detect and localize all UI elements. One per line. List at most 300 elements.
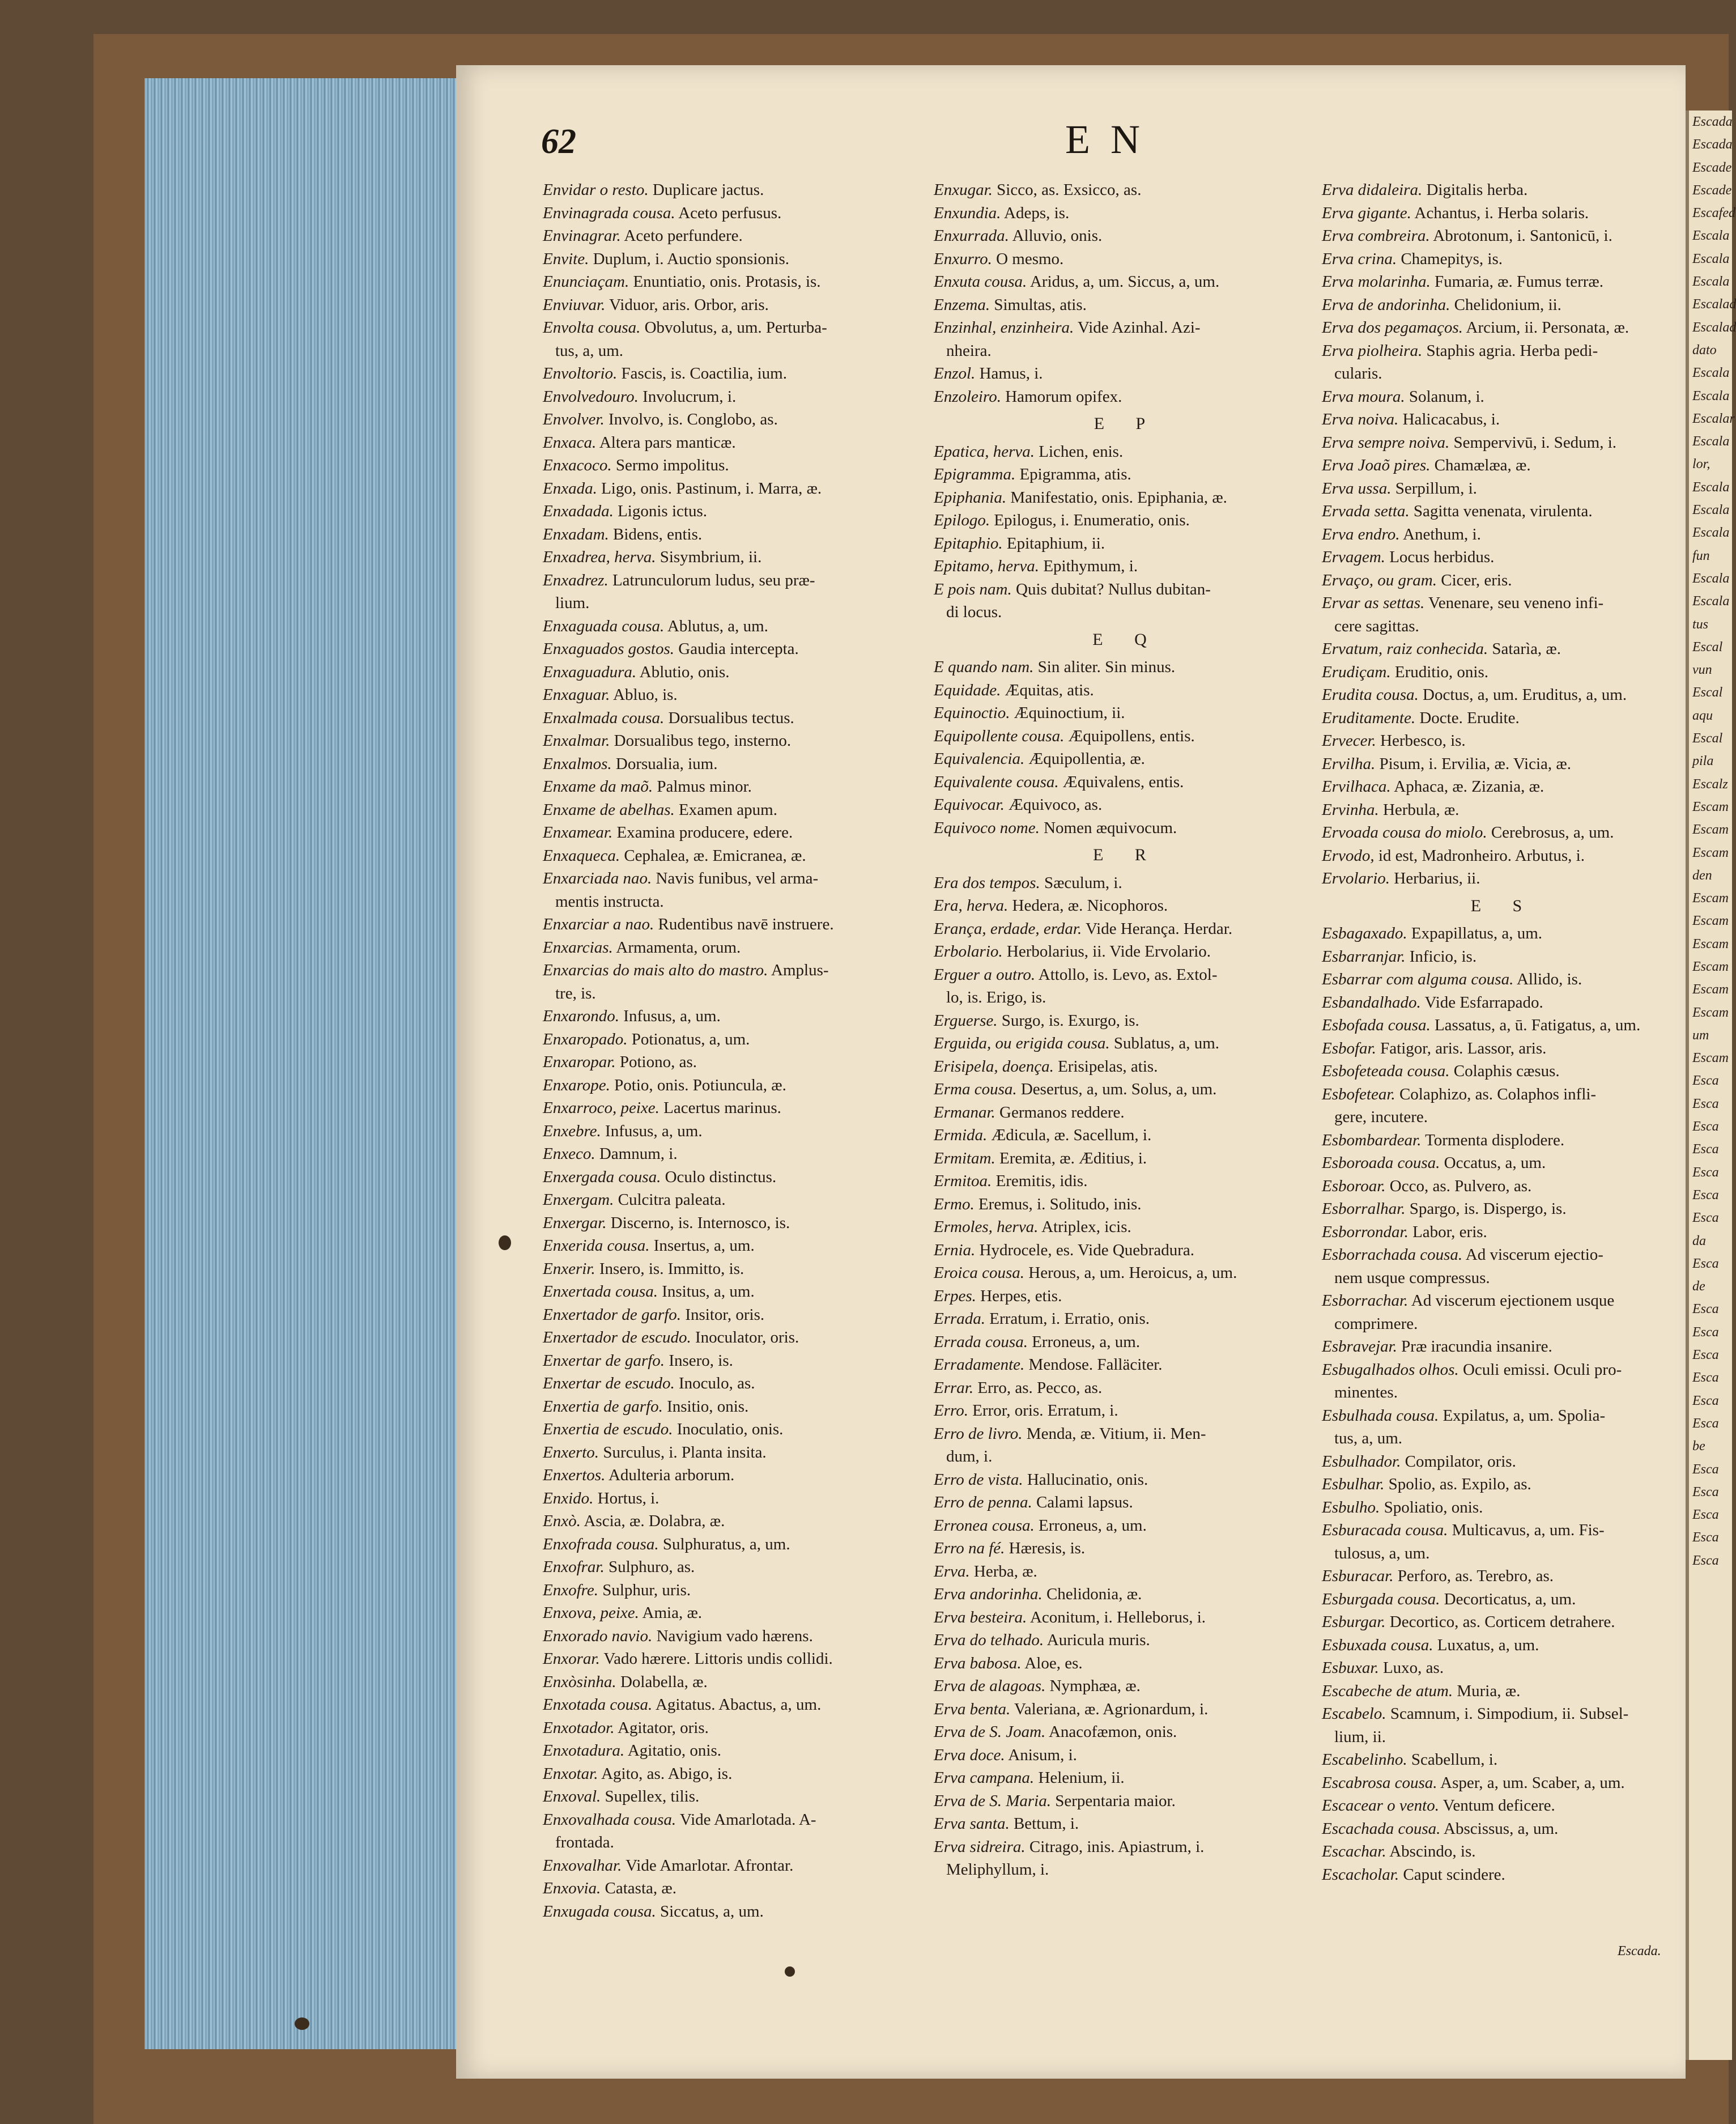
entry-headword: Equinoctio. bbox=[934, 704, 1010, 722]
entry-headword: Enxalmar. bbox=[543, 732, 610, 750]
entry-definition: Involvo, is. Conglobo, as. bbox=[604, 410, 778, 428]
entry-headword: Esbarrar com alguma cousa. bbox=[1322, 970, 1514, 988]
entry-definition: Cicer, eris. bbox=[1436, 571, 1512, 589]
dictionary-entry bbox=[934, 872, 1319, 895]
dictionary-entry bbox=[1322, 1542, 1684, 1565]
entry-headword: Ervinha. bbox=[1322, 800, 1379, 819]
entry-headword: Enxame da maõ. bbox=[543, 778, 653, 796]
entry-definition: Calami lapsus. bbox=[1032, 1493, 1133, 1511]
entry-definition: Fatigor, aris. Lassor, aris. bbox=[1376, 1039, 1547, 1057]
dictionary-entry bbox=[543, 982, 928, 1005]
dictionary-entry bbox=[543, 913, 928, 936]
entry-headword: Enxertar de garfo. bbox=[543, 1351, 665, 1370]
entry-definition: Chelidonium, ii. bbox=[1450, 295, 1561, 314]
entry-definition: Insero, is. bbox=[665, 1351, 733, 1370]
entry-definition: Enuntiatio, onis. Protasis, is. bbox=[629, 273, 821, 291]
entry-headword: Enxalmada cousa. bbox=[543, 708, 665, 727]
entry-headword: Enxovia. bbox=[543, 1879, 601, 1897]
entry-headword: Enxovalhar. bbox=[543, 1856, 622, 1875]
dictionary-entry bbox=[934, 601, 1319, 624]
entry-definition: Doctus, a, um. Eruditus, a, um. bbox=[1418, 686, 1627, 704]
entry-headword: Escabelinho. bbox=[1322, 1751, 1407, 1769]
entry-definition: Inficio, is. bbox=[1405, 947, 1477, 966]
next-page-fragment: tus bbox=[1692, 617, 1709, 632]
dictionary-entry bbox=[934, 1147, 1319, 1170]
entry-headword: Enxofre. bbox=[543, 1581, 598, 1599]
entry-definition: Erroneus, a, um. bbox=[1027, 1332, 1141, 1351]
entry-definition: Locus herbidus. bbox=[1385, 548, 1495, 566]
dictionary-entry bbox=[543, 1785, 928, 1808]
entry-definition: Chelidonia, æ. bbox=[1042, 1585, 1142, 1603]
entry-headword: Erudita cousa. bbox=[1322, 686, 1419, 704]
entry-definition: Inoculo, as. bbox=[674, 1374, 755, 1392]
dictionary-entry bbox=[934, 1124, 1319, 1147]
dictionary-entry bbox=[1322, 500, 1684, 523]
entry-definition: Serpillum, i. bbox=[1391, 479, 1477, 498]
entry-definition: Satarìa, æ. bbox=[1488, 640, 1561, 658]
entry-headword: Enxova, peixe. bbox=[543, 1604, 639, 1622]
dictionary-entry bbox=[543, 1510, 928, 1533]
entry-definition: Vide Amarlotada. A- bbox=[676, 1810, 816, 1829]
dictionary-entry bbox=[934, 1055, 1319, 1078]
entry-definition: Herbesco, is. bbox=[1376, 732, 1466, 750]
entry-headword: Esbagaxado. bbox=[1322, 924, 1407, 942]
entry-headword: Enxarciar a nao. bbox=[543, 915, 654, 933]
entry-headword: Enxofrada cousa. bbox=[543, 1535, 659, 1553]
dictionary-entry bbox=[1322, 546, 1684, 569]
entry-headword: Enxertia de garfo. bbox=[543, 1397, 663, 1416]
dictionary-entry bbox=[934, 1193, 1319, 1216]
entry-headword: Esbofar. bbox=[1322, 1039, 1376, 1057]
entry-definition: Achantus, i. Herba solaris. bbox=[1411, 203, 1589, 222]
dictionary-entry bbox=[934, 202, 1319, 225]
dictionary-entry bbox=[934, 578, 1319, 601]
entry-headword: Erronea cousa. bbox=[934, 1516, 1035, 1535]
dictionary-entry bbox=[1322, 1267, 1684, 1290]
entry-definition: Venenare, seu veneno infi- bbox=[1424, 594, 1604, 612]
entry-definition: tulosus, a, um. bbox=[1334, 1544, 1430, 1562]
next-page-fragment: Escam bbox=[1692, 936, 1729, 951]
next-page-fragment: Esca bbox=[1692, 1256, 1719, 1271]
dictionary-entry bbox=[934, 509, 1319, 532]
entry-headword: Ermanar. bbox=[934, 1103, 995, 1122]
entry-definition: Ligo, onis. Pastinum, i. Marra, æ. bbox=[597, 479, 822, 498]
entry-definition: nheira. bbox=[946, 341, 992, 360]
entry-headword: Enxotar. bbox=[543, 1764, 598, 1783]
worm-hole bbox=[785, 1966, 795, 1977]
dictionary-entry bbox=[934, 1698, 1319, 1721]
dictionary-entry bbox=[1322, 729, 1684, 753]
entry-definition: Duplicare jactus. bbox=[648, 181, 764, 199]
entry-headword: Erva didaleira. bbox=[1322, 181, 1423, 199]
entry-definition: Amplus- bbox=[768, 961, 829, 979]
dictionary-entry bbox=[1322, 1748, 1684, 1772]
dictionary-entry bbox=[1322, 1060, 1684, 1083]
entry-headword: Eroica cousa. bbox=[934, 1264, 1025, 1282]
next-page-fragment: Escade bbox=[1692, 160, 1732, 175]
dictionary-entry bbox=[934, 532, 1319, 555]
entry-headword: Erva benta. bbox=[934, 1700, 1011, 1718]
entry-definition: Hamus, i. bbox=[975, 364, 1043, 383]
dictionary-entry bbox=[934, 385, 1319, 409]
dictionary-entry bbox=[543, 179, 928, 202]
entry-headword: Epatica, herva. bbox=[934, 442, 1035, 461]
entry-definition: Vide Esfarrapado. bbox=[1420, 993, 1543, 1012]
entry-headword: Envinagrar. bbox=[543, 227, 621, 245]
entry-definition: Eremita, æ. Æditius, i. bbox=[995, 1149, 1147, 1167]
entry-headword: Enxertador de garfo. bbox=[543, 1305, 682, 1324]
dictionary-entry bbox=[1322, 1037, 1684, 1060]
dictionary-entry bbox=[934, 1285, 1319, 1308]
next-page-fragment: Escala bbox=[1692, 388, 1730, 403]
entry-headword: Epilogo. bbox=[934, 511, 990, 529]
entry-definition: Aphaca, æ. Zizania, æ. bbox=[1390, 778, 1544, 796]
entry-definition: Lassatus, a, ū. Fatigatus, a, um. bbox=[1430, 1016, 1641, 1034]
entry-definition: Abrotonum, i. Santonicū, i. bbox=[1429, 227, 1612, 245]
entry-headword: Esborrachar. bbox=[1322, 1292, 1409, 1310]
dictionary-entry bbox=[543, 1441, 928, 1464]
entry-definition: Colaphis cæsus. bbox=[1449, 1062, 1560, 1080]
entry-definition: Pisum, i. Ervilia, æ. Vicia, æ. bbox=[1375, 754, 1571, 773]
dictionary-entry bbox=[934, 917, 1319, 941]
entry-definition: Hæresis, is. bbox=[1005, 1539, 1086, 1557]
entry-headword: Esbombardear. bbox=[1322, 1131, 1422, 1149]
dictionary-entry bbox=[1322, 1611, 1684, 1634]
dictionary-entry bbox=[1322, 431, 1684, 454]
entry-definition: gere, incutere. bbox=[1334, 1108, 1428, 1126]
dictionary-entry bbox=[934, 1216, 1319, 1239]
entry-headword: Ervolario. bbox=[1322, 869, 1390, 887]
entry-definition: Sublatus, a, um. bbox=[1109, 1034, 1220, 1052]
dictionary-entry bbox=[934, 1331, 1319, 1354]
entry-headword: Enxotada cousa. bbox=[543, 1696, 653, 1714]
dictionary-entry bbox=[934, 1744, 1319, 1767]
dictionary-entry bbox=[543, 339, 928, 363]
column-1 bbox=[543, 179, 928, 1923]
entry-definition: Sermo impolitus. bbox=[611, 456, 729, 474]
entry-headword: Enxugada cousa. bbox=[543, 1902, 656, 1921]
entry-headword: Erbolario. bbox=[934, 942, 1003, 961]
entry-definition: Hamorum opifex. bbox=[1001, 387, 1122, 406]
entry-definition: Simultas, atis. bbox=[990, 295, 1087, 314]
entry-definition: O mesmo. bbox=[992, 249, 1064, 268]
dictionary-entry bbox=[934, 1721, 1319, 1744]
next-page-fragment: Escala bbox=[1692, 503, 1730, 518]
section-heading: E S bbox=[1470, 896, 1536, 915]
dictionary-entry bbox=[934, 555, 1319, 578]
entry-definition: Mendose. Falläciter. bbox=[1024, 1356, 1163, 1374]
entry-headword: Enxertar de escudo. bbox=[543, 1374, 675, 1392]
entry-definition: Allido, is. bbox=[1513, 970, 1582, 988]
dictionary-entry bbox=[543, 1188, 928, 1212]
dictionary-entry bbox=[543, 707, 928, 730]
dictionary-entry bbox=[1322, 867, 1684, 890]
book-fore-edge bbox=[144, 78, 458, 2049]
entry-headword: Esbulhador. bbox=[1322, 1452, 1401, 1471]
entry-definition: Quis dubitat? Nullus dubitan- bbox=[1011, 580, 1211, 598]
dictionary-entry bbox=[1322, 1656, 1684, 1680]
dictionary-entry bbox=[934, 793, 1319, 817]
entry-definition: Fascis, is. Coactilia, ium. bbox=[617, 364, 787, 383]
dictionary-entry bbox=[934, 270, 1319, 294]
dictionary-entry bbox=[543, 477, 928, 500]
entry-definition: Erisipelas, atis. bbox=[1053, 1057, 1158, 1076]
entry-headword: Erva crina. bbox=[1322, 249, 1397, 268]
entry-definition: Herbarius, ii. bbox=[1390, 869, 1480, 887]
dictionary-entry bbox=[543, 890, 928, 914]
next-page-fragment: Escala bbox=[1692, 525, 1730, 541]
entry-headword: Enxaguar. bbox=[543, 686, 610, 704]
dictionary-entry bbox=[934, 656, 1319, 679]
dictionary-entry bbox=[1322, 202, 1684, 225]
next-page-fragment: Escalz bbox=[1692, 776, 1728, 792]
entry-definition: Compilator, oris. bbox=[1401, 1452, 1516, 1471]
entry-headword: Envolver. bbox=[543, 410, 605, 428]
entry-headword: Eruditamente. bbox=[1322, 708, 1416, 727]
dictionary-entry bbox=[1322, 1129, 1684, 1152]
entry-headword: Erva santa. bbox=[934, 1815, 1010, 1833]
entry-definition: Herous, a, um. Heroicus, a, um. bbox=[1024, 1264, 1237, 1282]
entry-definition: nem usque compressus. bbox=[1334, 1268, 1490, 1287]
entry-definition: Ædicula, æ. Sacellum, i. bbox=[987, 1126, 1152, 1144]
dictionary-entry bbox=[543, 1097, 928, 1120]
entry-definition: Auricula muris. bbox=[1044, 1631, 1150, 1649]
entry-headword: Escacear o vento. bbox=[1322, 1796, 1439, 1815]
entry-definition: Occo, as. Pulvero, as. bbox=[1385, 1176, 1532, 1195]
dictionary-entry bbox=[1322, 569, 1684, 592]
dictionary-entry bbox=[934, 486, 1319, 509]
entry-headword: Erguer a outro. bbox=[934, 965, 1036, 984]
dictionary-entry bbox=[1322, 1473, 1684, 1496]
dictionary-entry bbox=[1322, 523, 1684, 546]
dictionary-entry bbox=[543, 1212, 928, 1235]
entry-definition: Epithymum, i. bbox=[1039, 557, 1138, 575]
entry-definition: Ad viscerum ejectio- bbox=[1462, 1246, 1603, 1264]
entry-definition: Desertus, a, um. Solus, a, um. bbox=[1016, 1080, 1217, 1098]
dictionary-entry bbox=[1322, 1794, 1684, 1817]
next-page-fragment: Esca bbox=[1692, 1507, 1719, 1523]
entry-headword: Enxergam. bbox=[543, 1191, 614, 1209]
entry-headword: Esbuxar. bbox=[1322, 1659, 1379, 1677]
dictionary-entry bbox=[543, 936, 928, 959]
entry-definition: Aceto perfusus. bbox=[675, 203, 782, 222]
entry-definition: Vide Herança. Herdar. bbox=[1082, 919, 1233, 938]
dictionary-entry bbox=[934, 940, 1319, 963]
dictionary-entry bbox=[543, 1395, 928, 1418]
dictionary-entry bbox=[1322, 362, 1684, 385]
entry-headword: Erva campana. bbox=[934, 1769, 1035, 1787]
dictionary-entry bbox=[934, 1307, 1319, 1331]
entry-definition: Digitalis herba. bbox=[1422, 181, 1528, 199]
entry-definition: Expilatus, a, um. Spolia- bbox=[1439, 1406, 1606, 1425]
dictionary-entry bbox=[1322, 385, 1684, 409]
dictionary-entry bbox=[934, 1377, 1319, 1400]
entry-headword: Erva dos pegamaços. bbox=[1322, 318, 1463, 337]
entry-headword: Erisipela, doença. bbox=[934, 1057, 1054, 1076]
dictionary-entry bbox=[934, 316, 1319, 339]
next-page-fragment: dato bbox=[1692, 342, 1717, 358]
dictionary-entry bbox=[1322, 1519, 1684, 1542]
entry-headword: Enxarondo. bbox=[543, 1007, 620, 1025]
dictionary-entry bbox=[543, 431, 928, 454]
dictionary-entry bbox=[543, 1671, 928, 1694]
entry-definition: Manifestatio, onis. Epiphania, æ. bbox=[1006, 488, 1227, 507]
dictionary-entry bbox=[1322, 1083, 1684, 1106]
entry-headword: Enviuvar. bbox=[543, 295, 606, 314]
dictionary-entry bbox=[1322, 1496, 1684, 1519]
next-page-fragment: Escala bbox=[1692, 434, 1730, 449]
dictionary-entry bbox=[543, 202, 928, 225]
entry-definition: Decorticatus, a, um. bbox=[1440, 1590, 1576, 1608]
entry-headword: Esborralhar. bbox=[1322, 1200, 1406, 1218]
dictionary-entry bbox=[543, 1142, 928, 1166]
dictionary-entry bbox=[934, 771, 1319, 794]
entry-headword: Erva andorinha. bbox=[934, 1585, 1043, 1603]
dictionary-entry bbox=[543, 615, 928, 638]
entry-definition: Bidens, entis. bbox=[609, 525, 703, 543]
entry-definition: Æquipollens, entis. bbox=[1064, 727, 1195, 745]
dictionary-entry bbox=[934, 1009, 1319, 1033]
entry-headword: Erva de andorinha. bbox=[1322, 295, 1450, 314]
entry-headword: Erma cousa. bbox=[934, 1080, 1017, 1098]
entry-headword: Esboroada cousa. bbox=[1322, 1154, 1440, 1172]
dictionary-entry bbox=[543, 1693, 928, 1717]
entry-headword: Enxalmos. bbox=[543, 754, 612, 773]
entry-definition: Sisymbrium, ii. bbox=[656, 548, 762, 566]
entry-definition: Insitus, a, um. bbox=[657, 1282, 755, 1301]
dictionary-entry bbox=[934, 817, 1319, 840]
dictionary-entry bbox=[543, 362, 928, 385]
entry-definition: cularis. bbox=[1334, 364, 1382, 383]
dictionary-entry bbox=[934, 362, 1319, 385]
dictionary-entry bbox=[1322, 224, 1684, 248]
dictionary-entry bbox=[934, 1766, 1319, 1790]
entry-headword: Esborrondar. bbox=[1322, 1222, 1409, 1241]
entry-definition: Ad viscerum ejectionem usque bbox=[1408, 1292, 1615, 1310]
dictionary-entry bbox=[1322, 1014, 1684, 1037]
entry-definition: tus, a, um. bbox=[1334, 1429, 1403, 1447]
dictionary-entry bbox=[543, 1372, 928, 1395]
dictionary-entry bbox=[543, 1166, 928, 1189]
entry-headword: Erva gigante. bbox=[1322, 203, 1411, 222]
dictionary-entry bbox=[934, 440, 1319, 464]
entry-definition: Scabellum, i. bbox=[1407, 1751, 1498, 1769]
next-page-fragment: Escam bbox=[1692, 1051, 1729, 1066]
entry-headword: Enxergada cousa. bbox=[543, 1167, 661, 1186]
next-page-fragment: den bbox=[1692, 868, 1712, 883]
entry-headword: Enxadam. bbox=[543, 525, 609, 543]
entry-headword: Enxarope. bbox=[543, 1076, 610, 1094]
entry-definition: Infusus, a, um. bbox=[601, 1122, 703, 1140]
next-page-fragment: um bbox=[1692, 1027, 1709, 1043]
entry-headword: Esbuxada cousa. bbox=[1322, 1636, 1433, 1654]
dictionary-entry bbox=[934, 1812, 1319, 1836]
entry-headword: Erva besteira. bbox=[934, 1608, 1027, 1626]
dictionary-entry bbox=[934, 1836, 1319, 1859]
entry-headword: Enxaguada cousa. bbox=[543, 617, 665, 635]
entry-definition: Agitatus. Abactus, a, um. bbox=[652, 1696, 822, 1714]
entry-headword: Esburgada cousa. bbox=[1322, 1590, 1440, 1608]
dictionary-entry bbox=[1322, 592, 1684, 615]
dictionary-entry bbox=[934, 463, 1319, 486]
next-page-fragment: Escal bbox=[1692, 731, 1723, 746]
entry-definition: Sagitta venenata, virulenta. bbox=[1409, 502, 1593, 520]
dictionary-entry bbox=[1322, 661, 1684, 684]
entry-definition: Herbula, æ. bbox=[1378, 800, 1460, 819]
dictionary-entry bbox=[543, 1418, 928, 1441]
dictionary-entry bbox=[543, 1028, 928, 1051]
entry-headword: Erva noiva. bbox=[1322, 410, 1399, 428]
dictionary-entry bbox=[543, 1051, 928, 1074]
entry-headword: Era, herva. bbox=[934, 897, 1009, 915]
entry-headword: Esbofeteada cousa. bbox=[1322, 1062, 1450, 1080]
column-2 bbox=[934, 179, 1319, 1881]
entry-definition: Altera pars manticæ. bbox=[596, 433, 736, 452]
section-heading: E R bbox=[1093, 846, 1160, 864]
entry-definition: Infusus, a, um. bbox=[619, 1007, 721, 1025]
entry-headword: Envoltorio. bbox=[543, 364, 618, 383]
entry-definition: Caput scindere. bbox=[1399, 1865, 1505, 1884]
entry-definition: Sulphuratus, a, um. bbox=[658, 1535, 790, 1553]
dictionary-entry bbox=[1322, 1565, 1684, 1588]
dictionary-entry bbox=[1322, 1197, 1684, 1221]
entry-headword: Enxertador de escudo. bbox=[543, 1328, 691, 1346]
entry-definition: Spoliatio, onis. bbox=[1380, 1498, 1483, 1516]
dictionary-entry bbox=[934, 747, 1319, 771]
dictionary-entry bbox=[543, 1487, 928, 1510]
dictionary-entry bbox=[1322, 821, 1684, 844]
entry-headword: Envolta cousa. bbox=[543, 318, 641, 337]
dictionary-entry bbox=[543, 1739, 928, 1762]
next-page-fragment: be bbox=[1692, 1439, 1705, 1454]
next-page-fragment: vun bbox=[1692, 662, 1712, 678]
entry-definition: Siccatus, a, um. bbox=[656, 1902, 764, 1921]
dictionary-entry bbox=[543, 1005, 928, 1028]
entry-definition: Nomen æquivocum. bbox=[1039, 818, 1177, 837]
entry-headword: Equivocar. bbox=[934, 796, 1005, 814]
next-page-fragment: Escalad bbox=[1692, 297, 1736, 312]
dictionary-entry bbox=[934, 1101, 1319, 1124]
entry-definition: Epilogus, i. Enumeratio, onis. bbox=[990, 511, 1190, 529]
dictionary-entry bbox=[1322, 683, 1684, 707]
dictionary-entry bbox=[543, 1258, 928, 1281]
entry-definition: Fumaria, æ. Fumus terræ. bbox=[1430, 273, 1604, 291]
next-page-fragment: Esca bbox=[1692, 1530, 1719, 1545]
entry-headword: Ervecer. bbox=[1322, 732, 1376, 750]
entry-headword: Epigramma. bbox=[934, 465, 1016, 483]
entry-headword: Esborrachada cousa. bbox=[1322, 1246, 1463, 1264]
entry-headword: Erva molarinha. bbox=[1322, 273, 1431, 291]
entry-headword: E pois nam. bbox=[934, 580, 1012, 598]
entry-headword: Escabelo. bbox=[1322, 1705, 1386, 1723]
entry-headword: E quando nam. bbox=[934, 658, 1034, 676]
dictionary-entry bbox=[934, 294, 1319, 317]
entry-headword: Erro na fé. bbox=[934, 1539, 1005, 1557]
entry-definition: Valeriana, æ. Agrionardum, i. bbox=[1010, 1700, 1209, 1718]
entry-definition: Staphis agria. Herba pedi- bbox=[1422, 341, 1598, 360]
dictionary-entry bbox=[1322, 477, 1684, 500]
dictionary-entry bbox=[934, 1261, 1319, 1285]
entry-definition: Erroneus, a, um. bbox=[1034, 1516, 1147, 1535]
dictionary-entry bbox=[543, 1464, 928, 1487]
dictionary-entry bbox=[934, 1652, 1319, 1675]
entry-headword: Ervilhaca. bbox=[1322, 778, 1391, 796]
entry-definition: Citrago, inis. Apiastrum, i. bbox=[1025, 1837, 1205, 1856]
entry-definition: Germanos reddere. bbox=[995, 1103, 1125, 1122]
dictionary-entry bbox=[1322, 922, 1684, 945]
dictionary-entry bbox=[1322, 454, 1684, 477]
dictionary-entry bbox=[543, 316, 928, 339]
